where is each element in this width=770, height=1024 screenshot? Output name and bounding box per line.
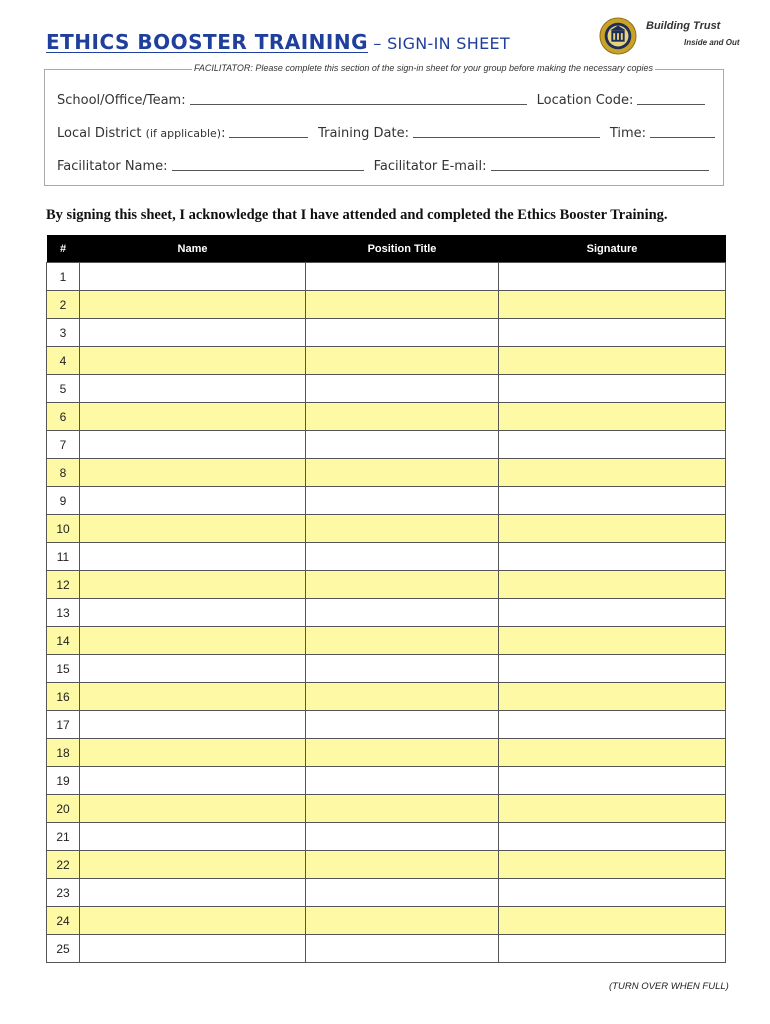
training-date-label: Training Date: — [318, 126, 409, 141]
name-cell[interactable] — [80, 571, 306, 599]
sign-in-table — [46, 235, 726, 963]
signature-cell[interactable] — [499, 879, 726, 907]
row-number: 19 — [47, 767, 80, 795]
position-title-cell[interactable] — [306, 459, 499, 487]
row-number: 20 — [47, 795, 80, 823]
signature-cell[interactable] — [499, 291, 726, 319]
table-row — [47, 627, 726, 655]
row-number: 21 — [47, 823, 80, 851]
table-row — [47, 347, 726, 375]
table-row — [47, 767, 726, 795]
signature-cell[interactable] — [499, 515, 726, 543]
header-name: Name — [80, 235, 306, 263]
signature-cell[interactable] — [499, 795, 726, 823]
row-number: 13 — [47, 599, 80, 627]
table-row — [47, 571, 726, 599]
position-title-cell[interactable] — [306, 487, 499, 515]
header-number: # — [47, 235, 80, 263]
signature-cell[interactable] — [499, 907, 726, 935]
row-number: 4 — [47, 347, 80, 375]
row-number: 23 — [47, 879, 80, 907]
row-district-date-time — [57, 123, 715, 141]
facilitator-name-field[interactable] — [172, 170, 364, 171]
signature-cell[interactable] — [499, 627, 726, 655]
signature-cell[interactable] — [499, 431, 726, 459]
position-title-cell[interactable] — [306, 347, 499, 375]
name-cell[interactable] — [80, 935, 306, 963]
school-label: School/Office/Team: — [57, 93, 186, 108]
header-signature: Signature — [499, 235, 726, 263]
training-date-field[interactable] — [413, 137, 600, 138]
district-seal-icon — [599, 17, 637, 55]
name-cell[interactable] — [80, 375, 306, 403]
table-row — [47, 487, 726, 515]
table-row — [47, 263, 726, 291]
row-number: 16 — [47, 683, 80, 711]
name-cell[interactable] — [80, 487, 306, 515]
table-row — [47, 711, 726, 739]
local-district-label: Local District (if applicable): — [57, 126, 226, 141]
signature-cell[interactable] — [499, 487, 726, 515]
location-code-label: Location Code: — [536, 93, 634, 108]
table-row — [47, 431, 726, 459]
position-title-cell[interactable] — [306, 403, 499, 431]
signature-cell[interactable] — [499, 767, 726, 795]
row-number: 3 — [47, 319, 80, 347]
brand-tagline-1: Building Trust — [646, 20, 721, 32]
row-number: 11 — [47, 543, 80, 571]
row-school-location — [57, 90, 715, 108]
row-number: 17 — [47, 711, 80, 739]
row-number: 18 — [47, 739, 80, 767]
location-code-field[interactable] — [637, 104, 705, 105]
signature-cell[interactable] — [499, 711, 726, 739]
name-cell[interactable] — [80, 459, 306, 487]
table-row — [47, 683, 726, 711]
row-number: 10 — [47, 515, 80, 543]
name-cell[interactable] — [80, 543, 306, 571]
position-title-cell[interactable] — [306, 515, 499, 543]
row-number: 1 — [47, 263, 80, 291]
table-row — [47, 375, 726, 403]
table-row — [47, 291, 726, 319]
row-number: 5 — [47, 375, 80, 403]
title-main: ETHICS BOOSTER TRAINING — [46, 30, 369, 54]
title-sub: – SIGN-IN SHEET — [368, 34, 510, 53]
position-title-cell[interactable] — [306, 851, 499, 879]
row-number: 7 — [47, 431, 80, 459]
name-cell[interactable] — [80, 627, 306, 655]
table-row — [47, 459, 726, 487]
position-title-cell[interactable] — [306, 291, 499, 319]
facilitator-email-field[interactable] — [491, 170, 709, 171]
header-position-title: Position Title — [306, 235, 499, 263]
row-number: 6 — [47, 403, 80, 431]
name-cell[interactable] — [80, 655, 306, 683]
time-field[interactable] — [650, 137, 715, 138]
row-number: 2 — [47, 291, 80, 319]
facilitator-email-label: Facilitator E-mail: — [373, 159, 487, 174]
signature-cell[interactable] — [499, 263, 726, 291]
name-cell[interactable] — [80, 347, 306, 375]
position-title-cell[interactable] — [306, 543, 499, 571]
name-cell[interactable] — [80, 319, 306, 347]
table-row — [47, 515, 726, 543]
position-title-cell[interactable] — [306, 879, 499, 907]
name-cell[interactable] — [80, 907, 306, 935]
row-number: 25 — [47, 935, 80, 963]
district-note: (if applicable) — [145, 127, 222, 140]
acknowledgement-text: By signing this sheet, I acknowledge that I have attended and completed the Ethics Booster Training. — [46, 207, 668, 223]
brand-tagline-2: Inside and Out — [684, 38, 740, 47]
position-title-cell[interactable] — [306, 823, 499, 851]
position-title-cell[interactable] — [306, 263, 499, 291]
row-number: 24 — [47, 907, 80, 935]
signature-cell[interactable] — [499, 403, 726, 431]
school-field[interactable] — [190, 104, 527, 105]
row-number: 8 — [47, 459, 80, 487]
position-title-cell[interactable] — [306, 627, 499, 655]
signature-cell[interactable] — [499, 851, 726, 879]
position-title-cell[interactable] — [306, 907, 499, 935]
signature-cell[interactable] — [499, 655, 726, 683]
table-header-row — [47, 235, 726, 263]
name-cell[interactable] — [80, 291, 306, 319]
position-title-cell[interactable] — [306, 599, 499, 627]
name-cell[interactable] — [80, 403, 306, 431]
table-row — [47, 403, 726, 431]
signature-cell[interactable] — [499, 319, 726, 347]
row-number: 9 — [47, 487, 80, 515]
row-number: 15 — [47, 655, 80, 683]
name-cell[interactable] — [80, 879, 306, 907]
position-title-cell[interactable] — [306, 655, 499, 683]
signature-cell[interactable] — [499, 543, 726, 571]
time-label: Time: — [609, 126, 647, 141]
name-cell[interactable] — [80, 599, 306, 627]
table-row — [47, 543, 726, 571]
position-title-cell[interactable] — [306, 319, 499, 347]
signature-cell[interactable] — [499, 739, 726, 767]
row-number: 14 — [47, 627, 80, 655]
page-title — [46, 30, 510, 54]
position-title-cell[interactable] — [306, 431, 499, 459]
signature-cell[interactable] — [499, 347, 726, 375]
table-row — [47, 319, 726, 347]
position-title-cell[interactable] — [306, 571, 499, 599]
name-cell[interactable] — [80, 795, 306, 823]
turn-over-note: (TURN OVER WHEN FULL) — [609, 981, 729, 992]
row-number: 22 — [47, 851, 80, 879]
name-cell[interactable] — [80, 431, 306, 459]
signature-cell[interactable] — [499, 823, 726, 851]
facilitator-name-label: Facilitator Name: — [57, 159, 168, 174]
name-cell[interactable] — [80, 823, 306, 851]
position-title-cell[interactable] — [306, 683, 499, 711]
position-title-cell[interactable] — [306, 795, 499, 823]
table-row — [47, 935, 726, 963]
signature-cell[interactable] — [499, 935, 726, 963]
position-title-cell[interactable] — [306, 739, 499, 767]
local-district-field[interactable] — [229, 137, 308, 138]
table-row — [47, 879, 726, 907]
table-row — [47, 599, 726, 627]
table-row — [47, 851, 726, 879]
position-title-cell[interactable] — [306, 711, 499, 739]
table-row — [47, 823, 726, 851]
position-title-cell[interactable] — [306, 375, 499, 403]
signature-cell[interactable] — [499, 683, 726, 711]
signature-cell[interactable] — [499, 599, 726, 627]
name-cell[interactable] — [80, 711, 306, 739]
name-cell[interactable] — [80, 263, 306, 291]
facilitator-instructions: FACILITATOR: Please complete this section of the sign-in sheet for your group before making the necessary copies — [194, 63, 654, 73]
table-row — [47, 655, 726, 683]
name-cell[interactable] — [80, 515, 306, 543]
row-facilitator — [57, 156, 715, 174]
table-row — [47, 795, 726, 823]
position-title-cell[interactable] — [306, 935, 499, 963]
name-cell[interactable] — [80, 767, 306, 795]
signature-cell[interactable] — [499, 571, 726, 599]
row-number: 12 — [47, 571, 80, 599]
signature-cell[interactable] — [499, 459, 726, 487]
name-cell[interactable] — [80, 851, 306, 879]
table-row — [47, 739, 726, 767]
name-cell[interactable] — [80, 683, 306, 711]
table-row — [47, 907, 726, 935]
signature-cell[interactable] — [499, 375, 726, 403]
name-cell[interactable] — [80, 739, 306, 767]
position-title-cell[interactable] — [306, 767, 499, 795]
